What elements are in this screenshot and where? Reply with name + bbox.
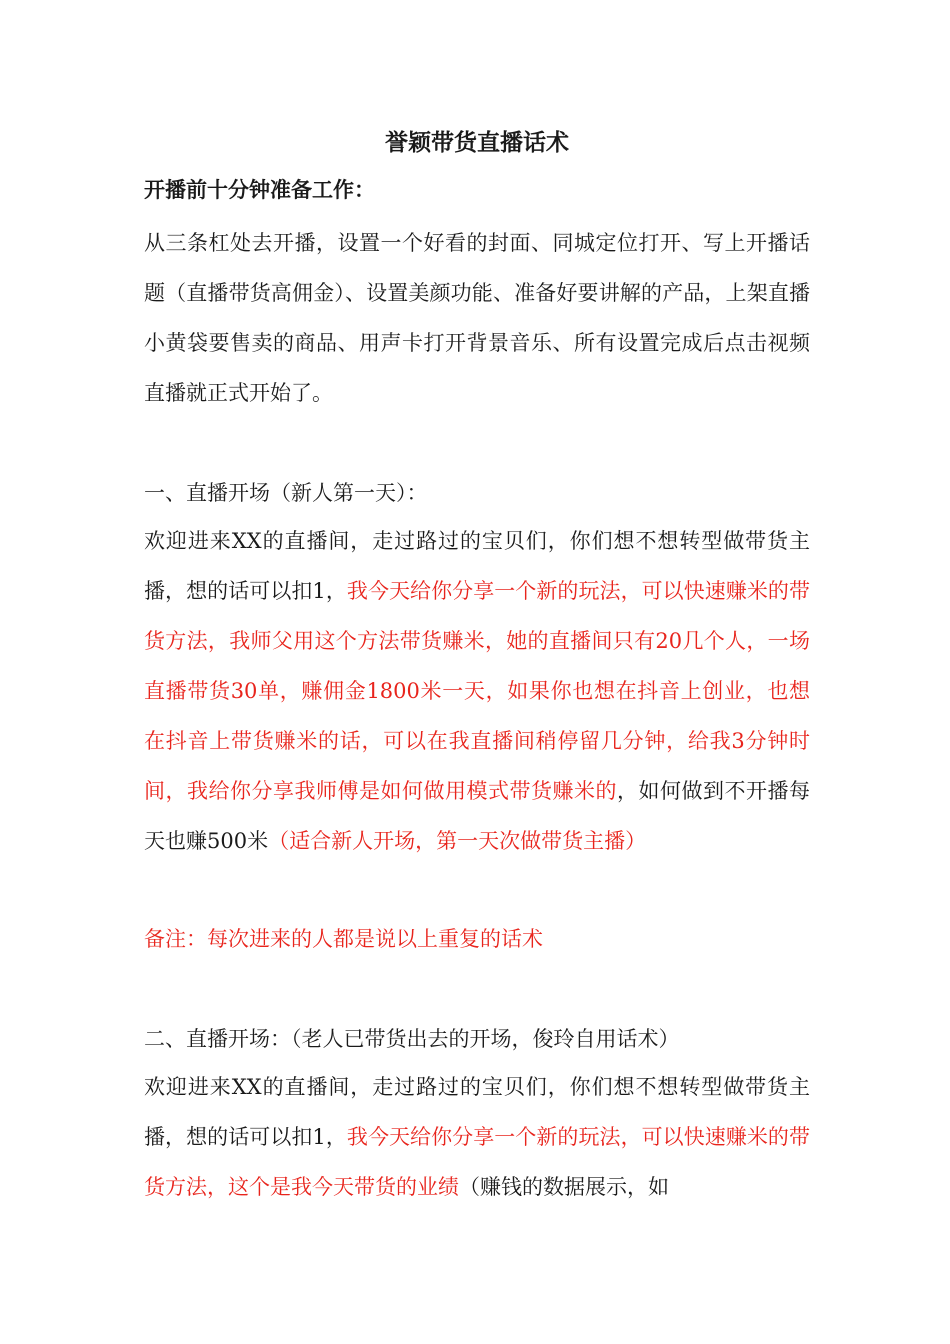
section1-text-b-highlight: 我今天给你分享一个新的玩法，可以快速赚米的带货方法，我师父用这个方法带货赚米，她的直播间只有20几个人，一场直播带货30单，赚佣金1800米一天，如果你也想在抖音上创业，也想在抖音上带货赚米的话，可以在我直播间稍停留几分钟，给我3分钟时间，我给你分享我师傅是如何做用模式带货赚米的 (144, 579, 810, 803)
section1-text-d-highlight: （适合新人开场，第一天次做带货主播） (268, 829, 647, 853)
document-title: 誉颖带货直播话术 (385, 129, 569, 156)
section2-text-c: （赚钱的数据展示，如 (459, 1175, 669, 1199)
section2-text-a: 欢迎进来XX的直播间，走过路过的宝贝们，你们想不想转型做带货主播，想的话可以扣1， (144, 1075, 810, 1149)
section1-text-c: ，如何做到不开播每天也赚500米 (144, 779, 810, 853)
section1-heading: 一、直播开场（新人第一天）： (144, 481, 428, 505)
prep-paragraph: 从三条杠处去开播，设置一个好看的封面、同城定位打开、写上开播话题（直播带货高佣金）、设置美颜功能、准备好要讲解的产品，上架直播小黄袋要售卖的商品、用声卡打开背景音乐、所有设置完成后点击视频直播就正式开始了。 (144, 231, 810, 405)
section2-paragraph (144, 1062, 810, 1212)
section1-text-a: 欢迎进来XX的直播间，走过路过的宝贝们，你们想不想转型做带货主播，想的话可以扣1， (144, 529, 810, 603)
section2-text-b-highlight: 我今天给你分享一个新的玩法，可以快速赚米的带货方法，这个是我今天带货的业绩 (144, 1125, 810, 1199)
section1-paragraph (144, 516, 810, 866)
section1-note: 备注：每次进来的人都是说以上重复的话术 (144, 927, 543, 951)
section2-heading: 二、直播开场：（老人已带货出去的开场，俊玲自用话术） (144, 1027, 680, 1051)
prep-heading: 开播前十分钟准备工作： (144, 177, 375, 202)
